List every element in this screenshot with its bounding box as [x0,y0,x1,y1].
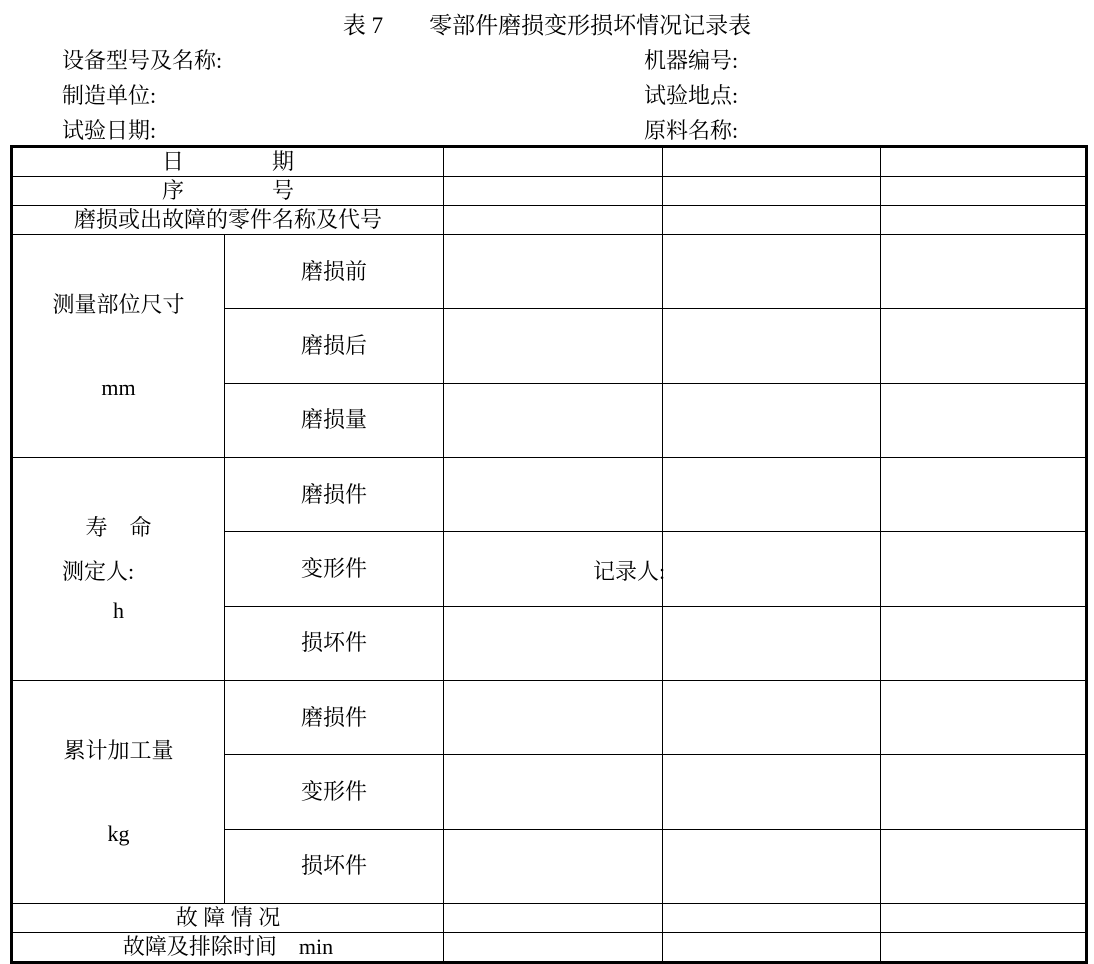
data-cell [663,458,881,532]
field-label-test-location: 试验地点: [644,83,739,108]
data-cell [881,147,1087,177]
sub-label-damaged-part: 损坏件 [225,606,444,680]
data-cell [444,933,663,963]
sub-label-wear-after: 磨损后 [225,309,444,383]
row-label-part-name: 磨损或出故障的零件名称及代号 [12,206,444,235]
data-cell [881,681,1087,755]
data-cell [444,904,663,933]
data-cell [663,606,881,680]
data-cell [663,755,881,829]
field-label-machine-number: 机器编号: [644,48,739,73]
table-row-fault-condition [12,904,1087,933]
table-row-fault-time [12,933,1087,963]
data-cell [444,458,663,532]
group-unit-h: h [113,598,124,623]
data-cell [663,532,881,606]
data-cell [444,206,663,235]
data-cell [881,235,1087,309]
table-row-part-name [12,206,1087,235]
data-cell [881,933,1087,963]
group-unit-kg: kg [107,821,130,846]
data-cell [881,904,1087,933]
row-label-fault-condition: 故 障 情 况 [12,904,444,933]
data-cell [663,206,881,235]
field-label-material-name: 原料名称: [644,118,739,143]
sub-label-worn-part: 磨损件 [225,458,444,532]
data-cell [444,147,663,177]
data-cell [881,606,1087,680]
group-label-cumulative-output [12,681,225,904]
sub-label-wear-amount: 磨损量 [225,383,444,457]
field-label-test-date: 试验日期: [62,118,157,143]
data-cell [881,458,1087,532]
field-label-recorder: 记录人: [593,559,666,584]
group-label-measure-size [12,235,225,458]
table-row-date [12,147,1087,177]
data-cell [444,309,663,383]
data-cell [881,755,1087,829]
table-row-life-worn [12,458,1087,532]
table-row-output-worn [12,681,1087,755]
row-label-serial: 序 号 [12,177,444,206]
data-cell [444,383,663,457]
table-row-wear-before [12,235,1087,309]
sub-label-deformed-part: 变形件 [225,532,444,606]
data-cell [663,681,881,755]
data-cell [444,177,663,206]
data-cell [444,829,663,903]
table-row-serial [12,177,1087,206]
field-label-equipment-model: 设备型号及名称: [62,48,223,73]
field-label-measurer: 测定人: [62,559,135,584]
data-cell [444,681,663,755]
sub-label-deformed-part: 变形件 [225,755,444,829]
group-label-line1: 寿 命 [85,515,152,540]
group-label-line1: 测量部位尺寸 [52,292,185,317]
data-cell [663,177,881,206]
data-cell [663,147,881,177]
field-label-manufacturer: 制造单位: [62,83,157,108]
data-cell [881,177,1087,206]
data-cell [663,829,881,903]
data-cell [881,383,1087,457]
data-cell [663,309,881,383]
data-cell [881,829,1087,903]
data-cell [663,933,881,963]
data-cell [663,383,881,457]
data-cell [444,606,663,680]
data-cell [663,904,881,933]
sub-label-damaged-part: 损坏件 [225,829,444,903]
group-label-line1: 累计加工量 [63,738,174,763]
data-cell [881,532,1087,606]
record-table [10,145,1088,964]
sub-label-worn-part: 磨损件 [225,681,444,755]
document-title: 表 7 零部件磨损变形损坏情况记录表 [342,13,752,38]
row-label-fault-time: 故障及排除时间 min [12,933,444,963]
group-unit-mm: mm [101,375,136,400]
row-label-date: 日 期 [12,147,444,177]
data-cell [444,235,663,309]
data-cell [881,206,1087,235]
sub-label-wear-before: 磨损前 [225,235,444,309]
data-cell [663,235,881,309]
data-cell [881,309,1087,383]
data-cell [444,755,663,829]
